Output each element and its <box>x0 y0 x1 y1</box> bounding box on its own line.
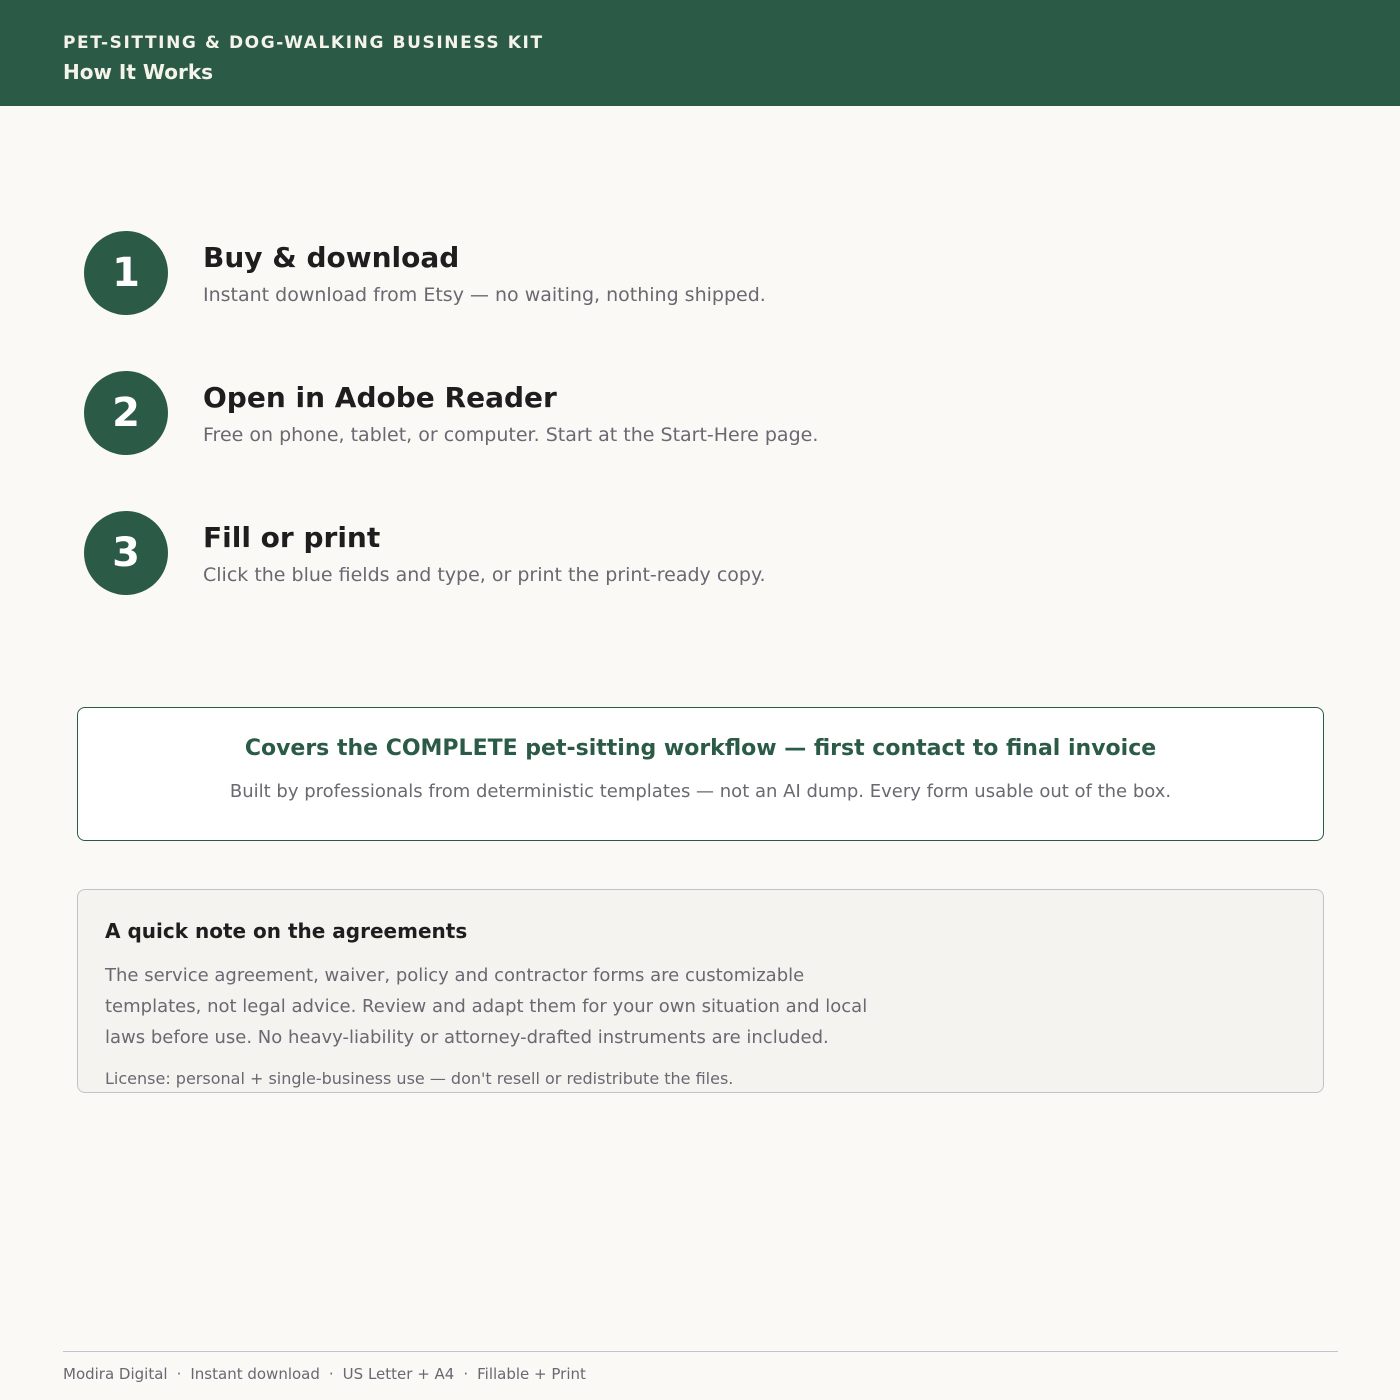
license-text: License: personal + single-business use — don't resell or redistribute the files. <box>105 1069 734 1088</box>
agreements-note <box>77 889 1324 1093</box>
footer-separator: · <box>463 1365 469 1383</box>
coverage-callout <box>77 707 1324 841</box>
footer-divider <box>63 1351 1338 1352</box>
step-number-badge: 2 <box>84 371 168 455</box>
footer-item-format: Fillable + Print <box>477 1365 586 1383</box>
step-2 <box>84 371 1284 457</box>
coverage-title: Covers the COMPLETE pet-sitting workflow — first contact to final invoice <box>244 736 1157 761</box>
step-description: Instant download from Etsy — no waiting, nothing shipped. <box>203 284 766 306</box>
footer-item-download: Instant download <box>190 1365 320 1383</box>
step-title: Buy & download <box>203 241 460 274</box>
step-title: Open in Adobe Reader <box>203 381 557 414</box>
step-number-badge: 1 <box>84 231 168 315</box>
step-description: Free on phone, tablet, or computer. Start at the Start-Here page. <box>203 424 819 446</box>
brand-title: PET-SITTING & DOG-WALKING BUSINESS KIT <box>63 33 544 53</box>
note-body: The service agreement, waiver, policy and contractor forms are customizable templates, not legal advice. Review and adapt them for your own situation and local laws before use. No heavy-liability or attorney-drafted instruments are included. <box>105 965 868 1048</box>
step-1 <box>84 231 1284 317</box>
footer <box>63 1365 586 1383</box>
header-banner <box>0 0 1400 106</box>
footer-item-paper-size: US Letter + A4 <box>342 1365 455 1383</box>
coverage-subtitle: Built by professionals from deterministic templates — not an AI dump. Every form usable out of the box. <box>229 781 1172 802</box>
footer-separator: · <box>176 1365 182 1383</box>
note-title: A quick note on the agreements <box>105 919 468 943</box>
footer-separator: · <box>328 1365 334 1383</box>
step-number-badge: 3 <box>84 511 168 595</box>
page-subtitle: How It Works <box>63 60 214 84</box>
step-description: Click the blue fields and type, or print the print-ready copy. <box>203 564 766 586</box>
footer-item-brand: Modira Digital <box>63 1365 168 1383</box>
step-title: Fill or print <box>203 521 381 554</box>
step-3 <box>84 511 1284 597</box>
